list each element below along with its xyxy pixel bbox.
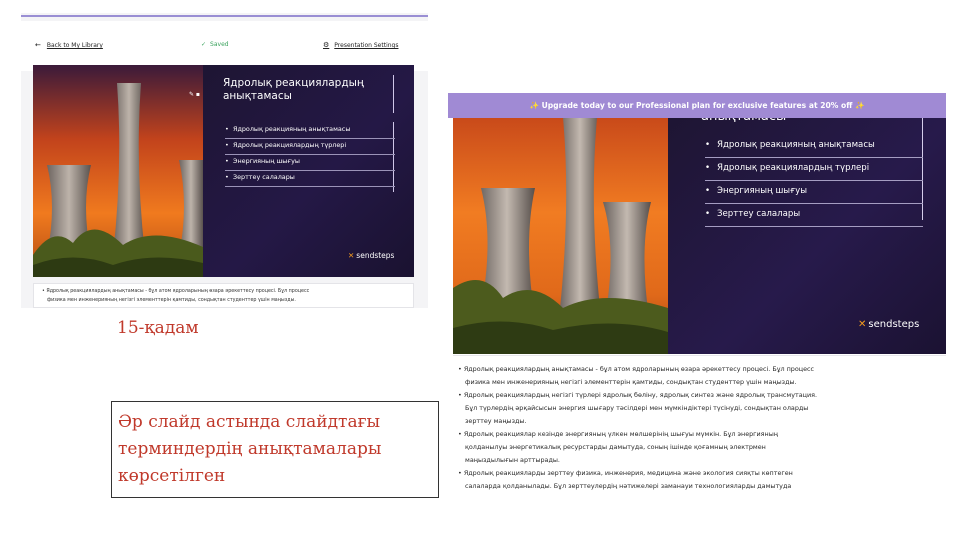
note-line: физика мен инженерияның негізгі элементтерін қамтиды, сондықтан студенттер үшін маңызды. [47, 298, 296, 303]
sendsteps-logo [858, 319, 919, 330]
caption-line: терминдердің анықтамалары [118, 439, 382, 459]
arrow-left-icon: ← [35, 41, 41, 49]
presentation-settings-link[interactable] [323, 41, 398, 49]
speaker-notes[interactable] [453, 355, 946, 500]
title-divider [393, 75, 394, 113]
slide-title [223, 77, 403, 103]
settings-label: Presentation Settings [334, 42, 399, 49]
note-line: Бұл түрлердің әрқайсысын энергия шығару тәсілдері мен мүмкіндіктері түсінуді, сондықтан оларды [465, 404, 809, 412]
editor-header [21, 21, 428, 71]
saved-label: Saved [210, 41, 229, 48]
bullet-item: • Ядролық реакциялардың түрлері [225, 139, 395, 155]
speaker-notes[interactable] [33, 283, 414, 308]
note-line: • Ядролық реакциялардың анықтамасы - бұл атом ядроларының өзара әрекеттесу процесі. Бұл процесс [42, 289, 309, 294]
slide-edit-tools[interactable]: ✎ ▪ [189, 91, 201, 98]
back-label: Back to My Library [46, 42, 103, 49]
upgrade-banner[interactable]: ✨ Upgrade today to our Professional plan for exclusive features at 20% off ✨ [448, 93, 946, 118]
caption-line: көрсетілген [118, 466, 226, 486]
note-line: маңыздылығын арттырады. [465, 456, 560, 464]
caption-box [111, 401, 439, 498]
step-label: 15-қадам [117, 318, 199, 338]
editor-screenshot-right [448, 93, 946, 500]
top-accent-line [21, 15, 428, 17]
slide-preview-large[interactable] [453, 118, 946, 354]
sendsteps-logo [348, 251, 394, 260]
slide-bullet-list [705, 135, 923, 227]
bullet-item: • Ядролық реакцияның анықтамасы [225, 123, 395, 139]
caption-line: Әр слайд астында слайдтағы [118, 412, 381, 432]
note-line: зерттеу маңызды. [465, 417, 527, 425]
slide-preview[interactable] [33, 65, 414, 277]
note-line: салаларда қолданылады. Бұл зерттеулердің нәтижелері заманауи технологияларды дамытуда [465, 482, 792, 490]
slide-title-line-2: анықтамасы [223, 90, 292, 102]
note-line: қолданылуы энергетикалық ресурстарды дамытуда, соның ішінде қоғамның электрмен [465, 443, 766, 451]
editor-screenshot-left [21, 13, 428, 308]
note-line: • Ядролық реакциялар кезінде энергияның үлкен мөлшерінің шығуы мүмкін. Бұл энергияның [458, 430, 778, 438]
bullet-item: • Ядролық реакцияның анықтамасы [705, 135, 923, 158]
gear-icon: ⚙ [323, 41, 330, 49]
logo-text: sendsteps [356, 251, 395, 260]
check-icon: ✓ [201, 41, 207, 48]
bullet-item: • Ядролық реакциялардың түрлері [705, 158, 923, 181]
bullet-item: • Зерттеу салалары [705, 204, 923, 227]
bullet-item: • Зерттеу салалары [225, 171, 395, 187]
back-to-library-link[interactable] [35, 41, 103, 49]
note-line: • Ядролық реакцияларды зерттеу физика, инженерия, медицина және экология сияқты көптеген [458, 469, 793, 477]
note-line: физика мен инженерияның негізгі элементтерін қамтиды, сондықтан студенттер үшін маңызды. [465, 378, 797, 386]
note-line: • Ядролық реакциялардың негізгі түрлері ядролық бөліну, ядролық синтез және ядролық трансмутация. [458, 391, 817, 399]
sendsteps-mark-icon: ✕ [858, 319, 867, 330]
cooling-towers-photo [453, 118, 668, 354]
slide-bullet-list [225, 123, 395, 187]
slide-title-line-1: Ядролық реакциялардың [223, 77, 364, 89]
cooling-towers-photo [33, 65, 203, 277]
logo-text: sendsteps [868, 319, 920, 330]
sendsteps-mark-icon: ✕ [348, 251, 355, 260]
saved-status [201, 41, 229, 48]
note-line: • Ядролық реакциялардың анықтамасы - бұл атом ядроларының өзара әрекеттесу процесі. Бұл процесс [458, 365, 814, 373]
bullet-item: • Энергияның шығуы [705, 181, 923, 204]
bullet-item: • Энергияның шығуы [225, 155, 395, 171]
